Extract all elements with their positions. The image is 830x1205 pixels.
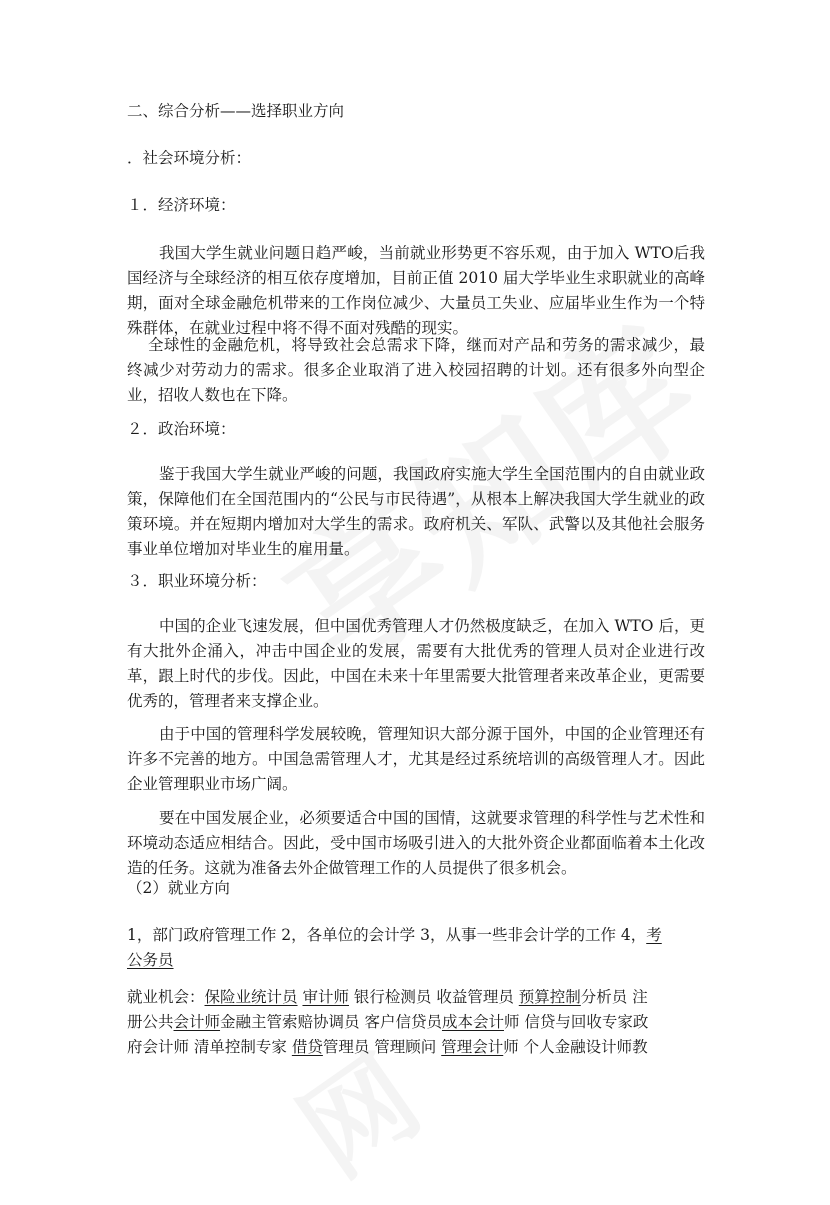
link-kao[interactable]: 考 [646, 926, 662, 944]
job-text: 分析员 注 [580, 988, 648, 1006]
job-text: 府会计师 清单控制专家 [127, 1038, 292, 1056]
link-lending[interactable]: 借贷 [291, 1038, 323, 1056]
job-text: 金融主管索赔协调员 客户信贷员 [220, 1013, 442, 1031]
econ-title: １．经济环境： [127, 196, 236, 214]
direction-title: （2）就业方向 [127, 879, 230, 897]
econ-paragraph-1: 我国大学生就业问题日趋严峻，当前就业形势更不容乐观，由于加入 WTO后我国经济与全球经济的相互依存度增加，目前正值 2010 届大学毕业生求职就业的高峰期，面对全球金融危机带来的工作岗位减少、大量员工失业、应届毕业生作为一个特殊群体，在就业过程中将不得不面对残酷的现实。 [127, 244, 705, 337]
politics-title: ２．政治环境： [127, 420, 236, 438]
politics-paragraph-1: 鉴于我国大学生就业严峻的问题，我国政府实施大学生全国范围内的自由就业政策，保障他们在全国范围内的“公民与市民待遇”，从根本上解决我国大学生就业的政策环境。并在短期内增加对大学生的需求。政府机关、军队、武警以及其他社会服务事业单位增加对毕业生的雇用量。 [127, 465, 705, 558]
link-management-accounting[interactable]: 管理会计 [441, 1038, 504, 1056]
career-title: ３．职业环境分析： [127, 572, 267, 590]
jobs-list [127, 923, 705, 973]
link-cost-accounting[interactable]: 成本会计 [441, 1013, 504, 1031]
jobs-list-text: 1，部门政府管理工作 2，各单位的会计学 3，从事一些非会计学的工作 4， [127, 926, 647, 944]
job-text: 师 信贷与回收专家政 [503, 1013, 649, 1031]
job-text: 师 个人金融设计师教 [503, 1038, 648, 1056]
job-opportunities-label: 就业机会： [127, 988, 205, 1006]
career-paragraph-3: 要在中国发展企业，必须要适合中国的国情，这就要求管理的科学性与艺术性和环境动态适应相结合。因此，受中国市场吸引进入的大批外资企业都面临着本土化改造的任务。这就为准备去外企做管理工作的人员提供了很多机会。 [127, 809, 705, 877]
link-auditor[interactable]: 审计师 [302, 988, 349, 1006]
link-accountant[interactable]: 会计师 [173, 1013, 221, 1031]
job-opportunities [127, 985, 705, 1060]
job-text: 银行检测员 收益管理员 [348, 988, 519, 1006]
job-text: 册公共 [127, 1013, 174, 1031]
link-civil-servant[interactable]: 公务员 [127, 951, 174, 969]
link-insurance-statistician[interactable]: 保险业统计员 [204, 988, 298, 1006]
subsection-title: ．社会环境分析： [127, 149, 252, 167]
econ-paragraph-2: 全球性的金融危机，将导致社会总需求下降，继而对产品和劳务的需求减少，最终减少对劳动力的需求。很多企业取消了进入校园招聘的计划。还有很多外向型企业，招收人数也在下降。 [127, 336, 705, 404]
career-paragraph-2: 由于中国的管理科学发展较晚，管理知识大部分源于国外，中国的企业管理还有许多不完善的地方。中国急需管理人才，尤其是经过系统培训的高级管理人才。因此企业管理职业市场广阔。 [127, 725, 705, 793]
section-heading: 二、综合分析——选择职业方向 [127, 102, 345, 120]
link-budget-control[interactable]: 预算控制 [518, 988, 581, 1006]
career-paragraph-1: 中国的企业飞速发展，但中国优秀管理人才仍然极度缺乏，在加入 WTO 后，更有大批外企涌入，冲击中国企业的发展，需要有大批优秀的管理人员对企业进行改革，跟上时代的步伐。因此，中国在未来十年里需要大批管理者来改革企业，更需要优秀的，管理者来支撑企业。 [127, 617, 705, 710]
job-text: 管理员 管理顾问 [322, 1038, 442, 1056]
